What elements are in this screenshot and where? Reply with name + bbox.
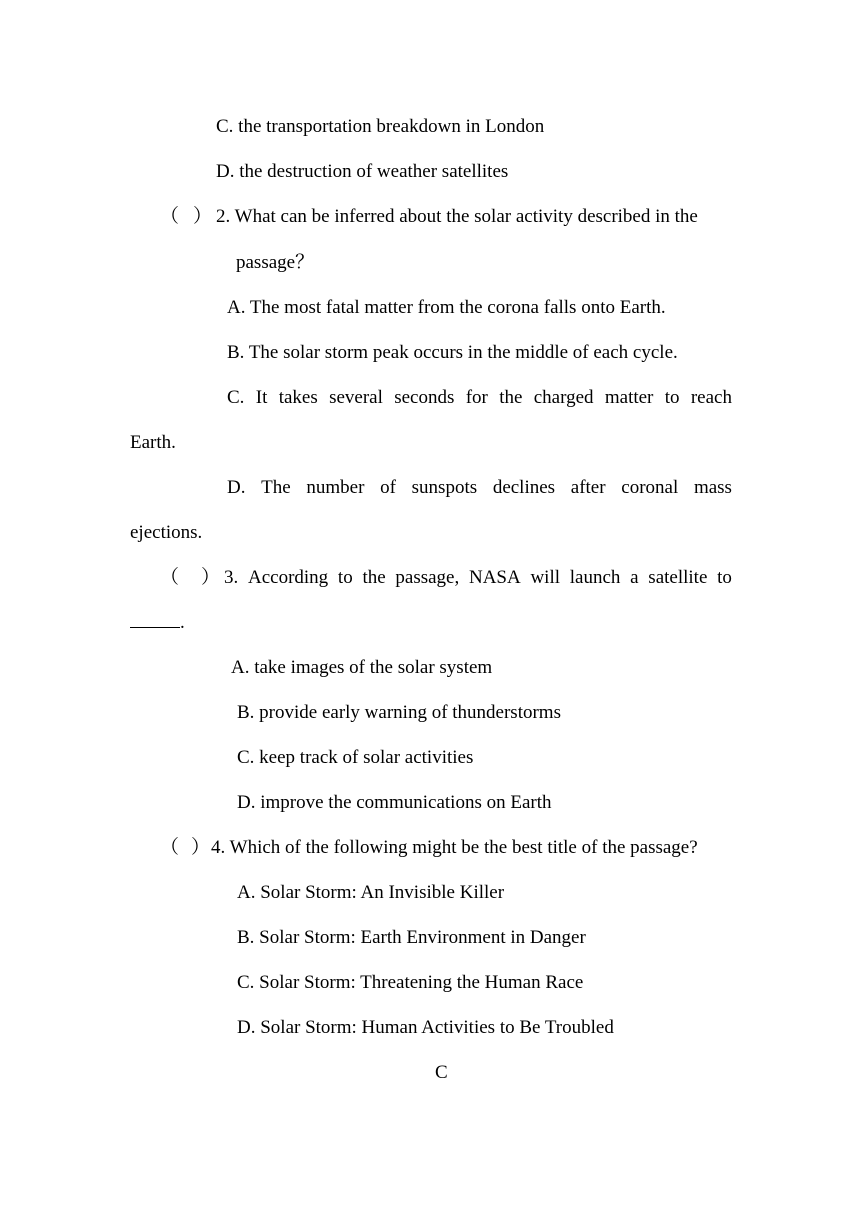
q4-answer-bracket: [160, 836, 210, 860]
word: will: [530, 567, 560, 588]
section-heading: C: [435, 1062, 448, 1083]
word: coronal: [621, 477, 679, 498]
q4-close-paren: ）: [191, 837, 211, 858]
q3-option-a: A. take images of the solar system: [231, 657, 493, 678]
word: to: [337, 567, 353, 588]
q4-option-c: C. Solar Storm: Threatening the Human Race: [237, 972, 584, 993]
q3-stem-continued: [130, 611, 185, 635]
q3-answer-bracket: [160, 566, 220, 590]
q4-open-paren: （: [160, 837, 180, 858]
q2-stem-line2: passage？: [236, 252, 315, 273]
word: of: [380, 477, 396, 498]
word: sunspots: [411, 477, 478, 498]
word: 3.: [224, 567, 239, 588]
word: launch: [569, 567, 621, 588]
q2-option-d: [227, 476, 732, 500]
word: It: [255, 387, 268, 408]
q2-open-paren: （: [160, 206, 180, 227]
q4-option-a: A. Solar Storm: An Invisible Killer: [237, 882, 505, 903]
q4-stem: 4. Which of the following might be the best title of the passage?: [211, 837, 698, 858]
word: number: [306, 477, 365, 498]
q3-stem: [224, 566, 732, 590]
word: matter: [604, 387, 654, 408]
q2-stem-line1: 2. What can be inferred about the solar activity described in the: [216, 206, 698, 227]
word: NASA: [468, 567, 521, 588]
q2-option-a: A. The most fatal matter from the corona falls onto Earth.: [227, 297, 666, 318]
q3-option-d: D. improve the communications on Earth: [237, 792, 552, 813]
q3-option-c: C. keep track of solar activities: [237, 747, 474, 768]
word: to: [717, 567, 732, 588]
word: the: [499, 387, 523, 408]
word: several: [329, 387, 383, 408]
word: passage,: [395, 567, 460, 588]
word: to: [664, 387, 680, 408]
word: after: [570, 477, 606, 498]
q2-option-b: B. The solar storm peak occurs in the middle of each cycle.: [227, 342, 678, 363]
word: satellite: [648, 567, 708, 588]
word: The: [261, 477, 291, 498]
word: mass: [693, 477, 732, 498]
word: declines: [492, 477, 556, 498]
word: takes: [278, 387, 318, 408]
q4-option-d: D. Solar Storm: Human Activities to Be Troubled: [237, 1017, 614, 1038]
q1-option-c: C. the transportation breakdown in London: [216, 116, 545, 137]
q3-option-b: B. provide early warning of thunderstorms: [237, 702, 561, 723]
word: the: [362, 567, 386, 588]
q3-stem-period: .: [180, 612, 185, 633]
word: C.: [227, 387, 245, 408]
word: seconds: [394, 387, 455, 408]
word: D.: [227, 477, 246, 498]
q3-open-paren: （: [160, 567, 180, 588]
q3-answer-blank: [130, 611, 180, 628]
q1-option-d: D. the destruction of weather satellites: [216, 161, 509, 182]
q4-option-b: B. Solar Storm: Earth Environment in Danger: [237, 927, 586, 948]
q2-option-d-continued: ejections.: [130, 522, 203, 543]
q2-option-c-continued: Earth.: [130, 432, 176, 453]
word: reach: [690, 387, 732, 408]
word: charged: [533, 387, 594, 408]
q2-answer-bracket: [160, 205, 212, 229]
q2-option-c: [227, 386, 732, 410]
q3-close-paren: ）: [201, 567, 221, 588]
word: According: [247, 567, 329, 588]
q2-close-paren: ）: [193, 206, 213, 227]
word: a: [630, 567, 639, 588]
word: for: [465, 387, 488, 408]
